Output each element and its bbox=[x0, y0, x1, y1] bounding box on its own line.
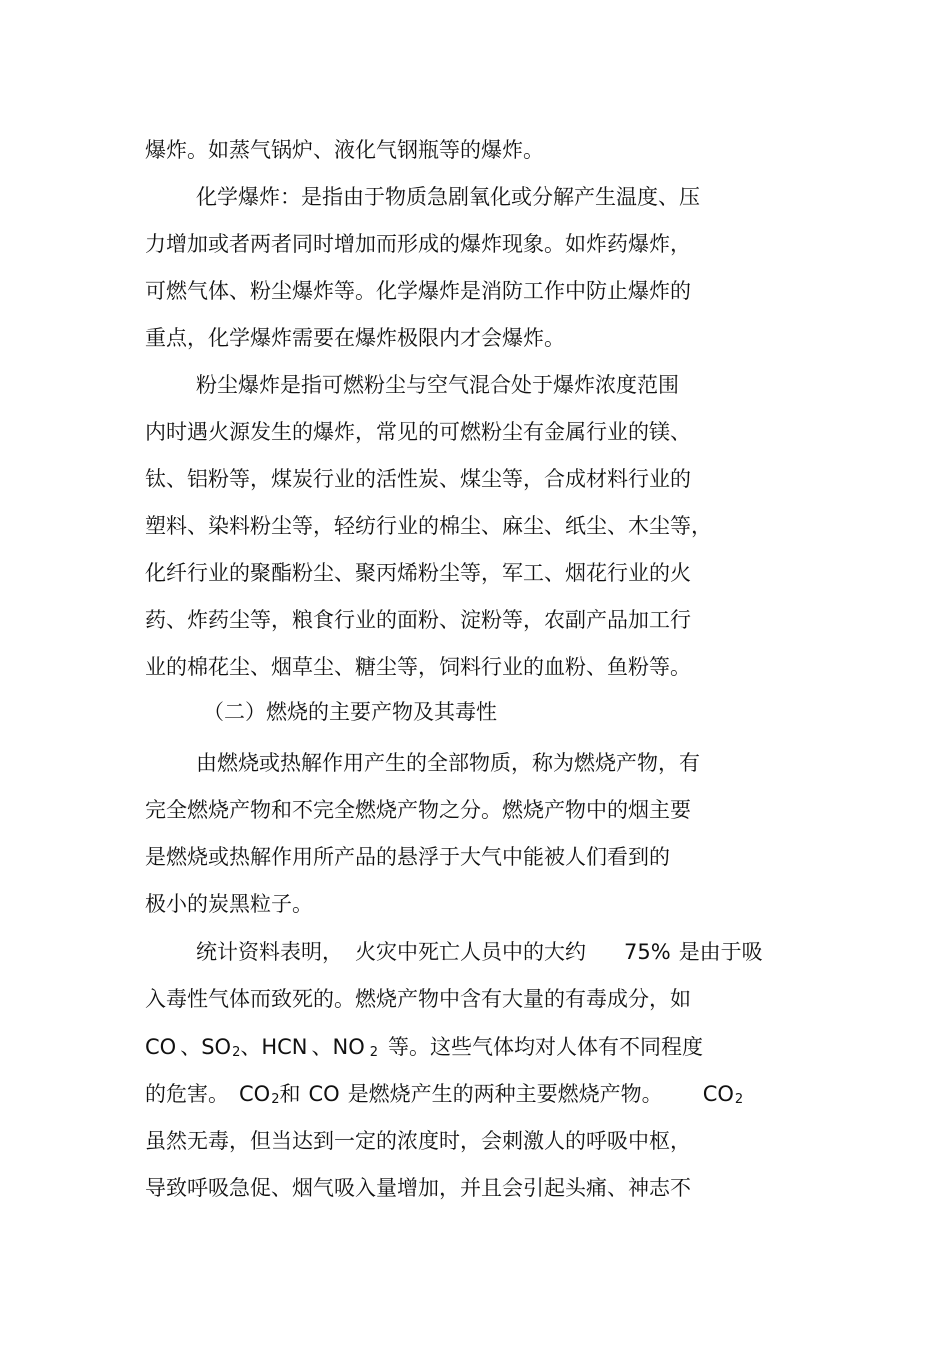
formula-text: CO bbox=[239, 1082, 271, 1106]
text-span: 火灾中死亡人员中的大约 bbox=[355, 940, 586, 964]
text-line: 化纤行业的聚酯粉尘、聚丙烯粉尘等，军工、烟花行业的火 bbox=[145, 561, 691, 585]
formula-text: CO bbox=[702, 1082, 734, 1106]
subscript: 2 bbox=[232, 1045, 241, 1060]
text-line: 粉尘爆炸是指可燃粉尘与空气混合处于爆炸浓度范围 bbox=[196, 373, 679, 397]
subscript: 2 bbox=[369, 1045, 379, 1060]
text-line: 爆炸。如蒸气锅炉、液化气钢瓶等的爆炸。 bbox=[145, 138, 544, 162]
text-line: 导致呼吸急促、烟气吸入量增加，并且会引起头痛、神志不 bbox=[145, 1176, 691, 1200]
text-line bbox=[196, 938, 763, 966]
text-span: 是燃烧产生的两种主要燃烧产物。 bbox=[347, 1082, 663, 1106]
text-span: 等。这些气体均对人体有不同程度 bbox=[388, 1035, 704, 1059]
section-heading: （二）燃烧的主要产物及其毒性 bbox=[203, 700, 497, 724]
formula-no2 bbox=[333, 1035, 379, 1059]
text-line: 极小的炭黑粒子。 bbox=[145, 892, 313, 916]
formula-co: CO bbox=[308, 1082, 340, 1106]
subscript: 2 bbox=[734, 1092, 744, 1107]
text-line: 药、炸药尘等，粮食行业的面粉、淀粉等，农副产品加工行 bbox=[145, 608, 691, 632]
formula-so2 bbox=[201, 1035, 240, 1059]
formula-co2 bbox=[703, 1082, 743, 1106]
text-span: 是由于吸 bbox=[678, 940, 763, 964]
separator: 、 bbox=[311, 1035, 333, 1059]
text-line: 塑料、染料粉尘等，轻纺行业的棉尘、麻尘、纸尘、木尘等， bbox=[145, 514, 712, 538]
text-span: 和 bbox=[279, 1082, 301, 1106]
formula-text: NO bbox=[332, 1035, 365, 1059]
text-line: 力增加或者两者同时增加而形成的爆炸现象。如炸药爆炸， bbox=[145, 232, 691, 256]
text-line bbox=[145, 1033, 703, 1067]
formula-hcn: HCN bbox=[261, 1035, 308, 1059]
text-line: 是燃烧或热解作用所产品的悬浮于大气中能被人们看到的 bbox=[145, 845, 670, 869]
formula-co: CO bbox=[145, 1035, 177, 1059]
separator: 、 bbox=[180, 1035, 202, 1059]
separator: 、 bbox=[240, 1035, 262, 1059]
text-span: 统计资料表明， bbox=[196, 940, 343, 964]
text-line: 完全燃烧产物和不完全燃烧产物之分。燃烧产物中的烟主要 bbox=[145, 798, 691, 822]
text-line: 内时遇火源发生的爆炸，常见的可燃粉尘有金属行业的镁、 bbox=[145, 420, 691, 444]
text-line: 由燃烧或热解作用产生的全部物质，称为燃烧产物，有 bbox=[196, 751, 700, 775]
text-line: 可燃气体、粉尘爆炸等。化学爆炸是消防工作中防止爆炸的 bbox=[145, 279, 691, 303]
percentage-value: 75% bbox=[624, 940, 671, 964]
text-line: 虽然无毒，但当达到一定的浓度时，会刺激人的呼吸中枢， bbox=[145, 1129, 691, 1153]
text-line: 钛、铝粉等，煤炭行业的活性炭、煤尘等，合成材料行业的 bbox=[145, 467, 691, 491]
text-line: 业的棉花尘、烟草尘、糖尘等，饲料行业的血粉、鱼粉等。 bbox=[145, 655, 691, 679]
subscript: 2 bbox=[271, 1092, 280, 1107]
formula-text: SO bbox=[201, 1035, 232, 1059]
text-line: 化学爆炸：是指由于物质急剧氧化或分解产生温度、压 bbox=[196, 185, 700, 209]
text-line: 入毒性气体而致死的。燃烧产物中含有大量的有毒成分，如 bbox=[145, 987, 691, 1011]
formula-co2 bbox=[239, 1082, 279, 1106]
text-line: 重点，化学爆炸需要在爆炸极限内才会爆炸。 bbox=[145, 326, 565, 350]
text-span: 的危害。 bbox=[145, 1082, 229, 1106]
text-line bbox=[145, 1080, 743, 1114]
